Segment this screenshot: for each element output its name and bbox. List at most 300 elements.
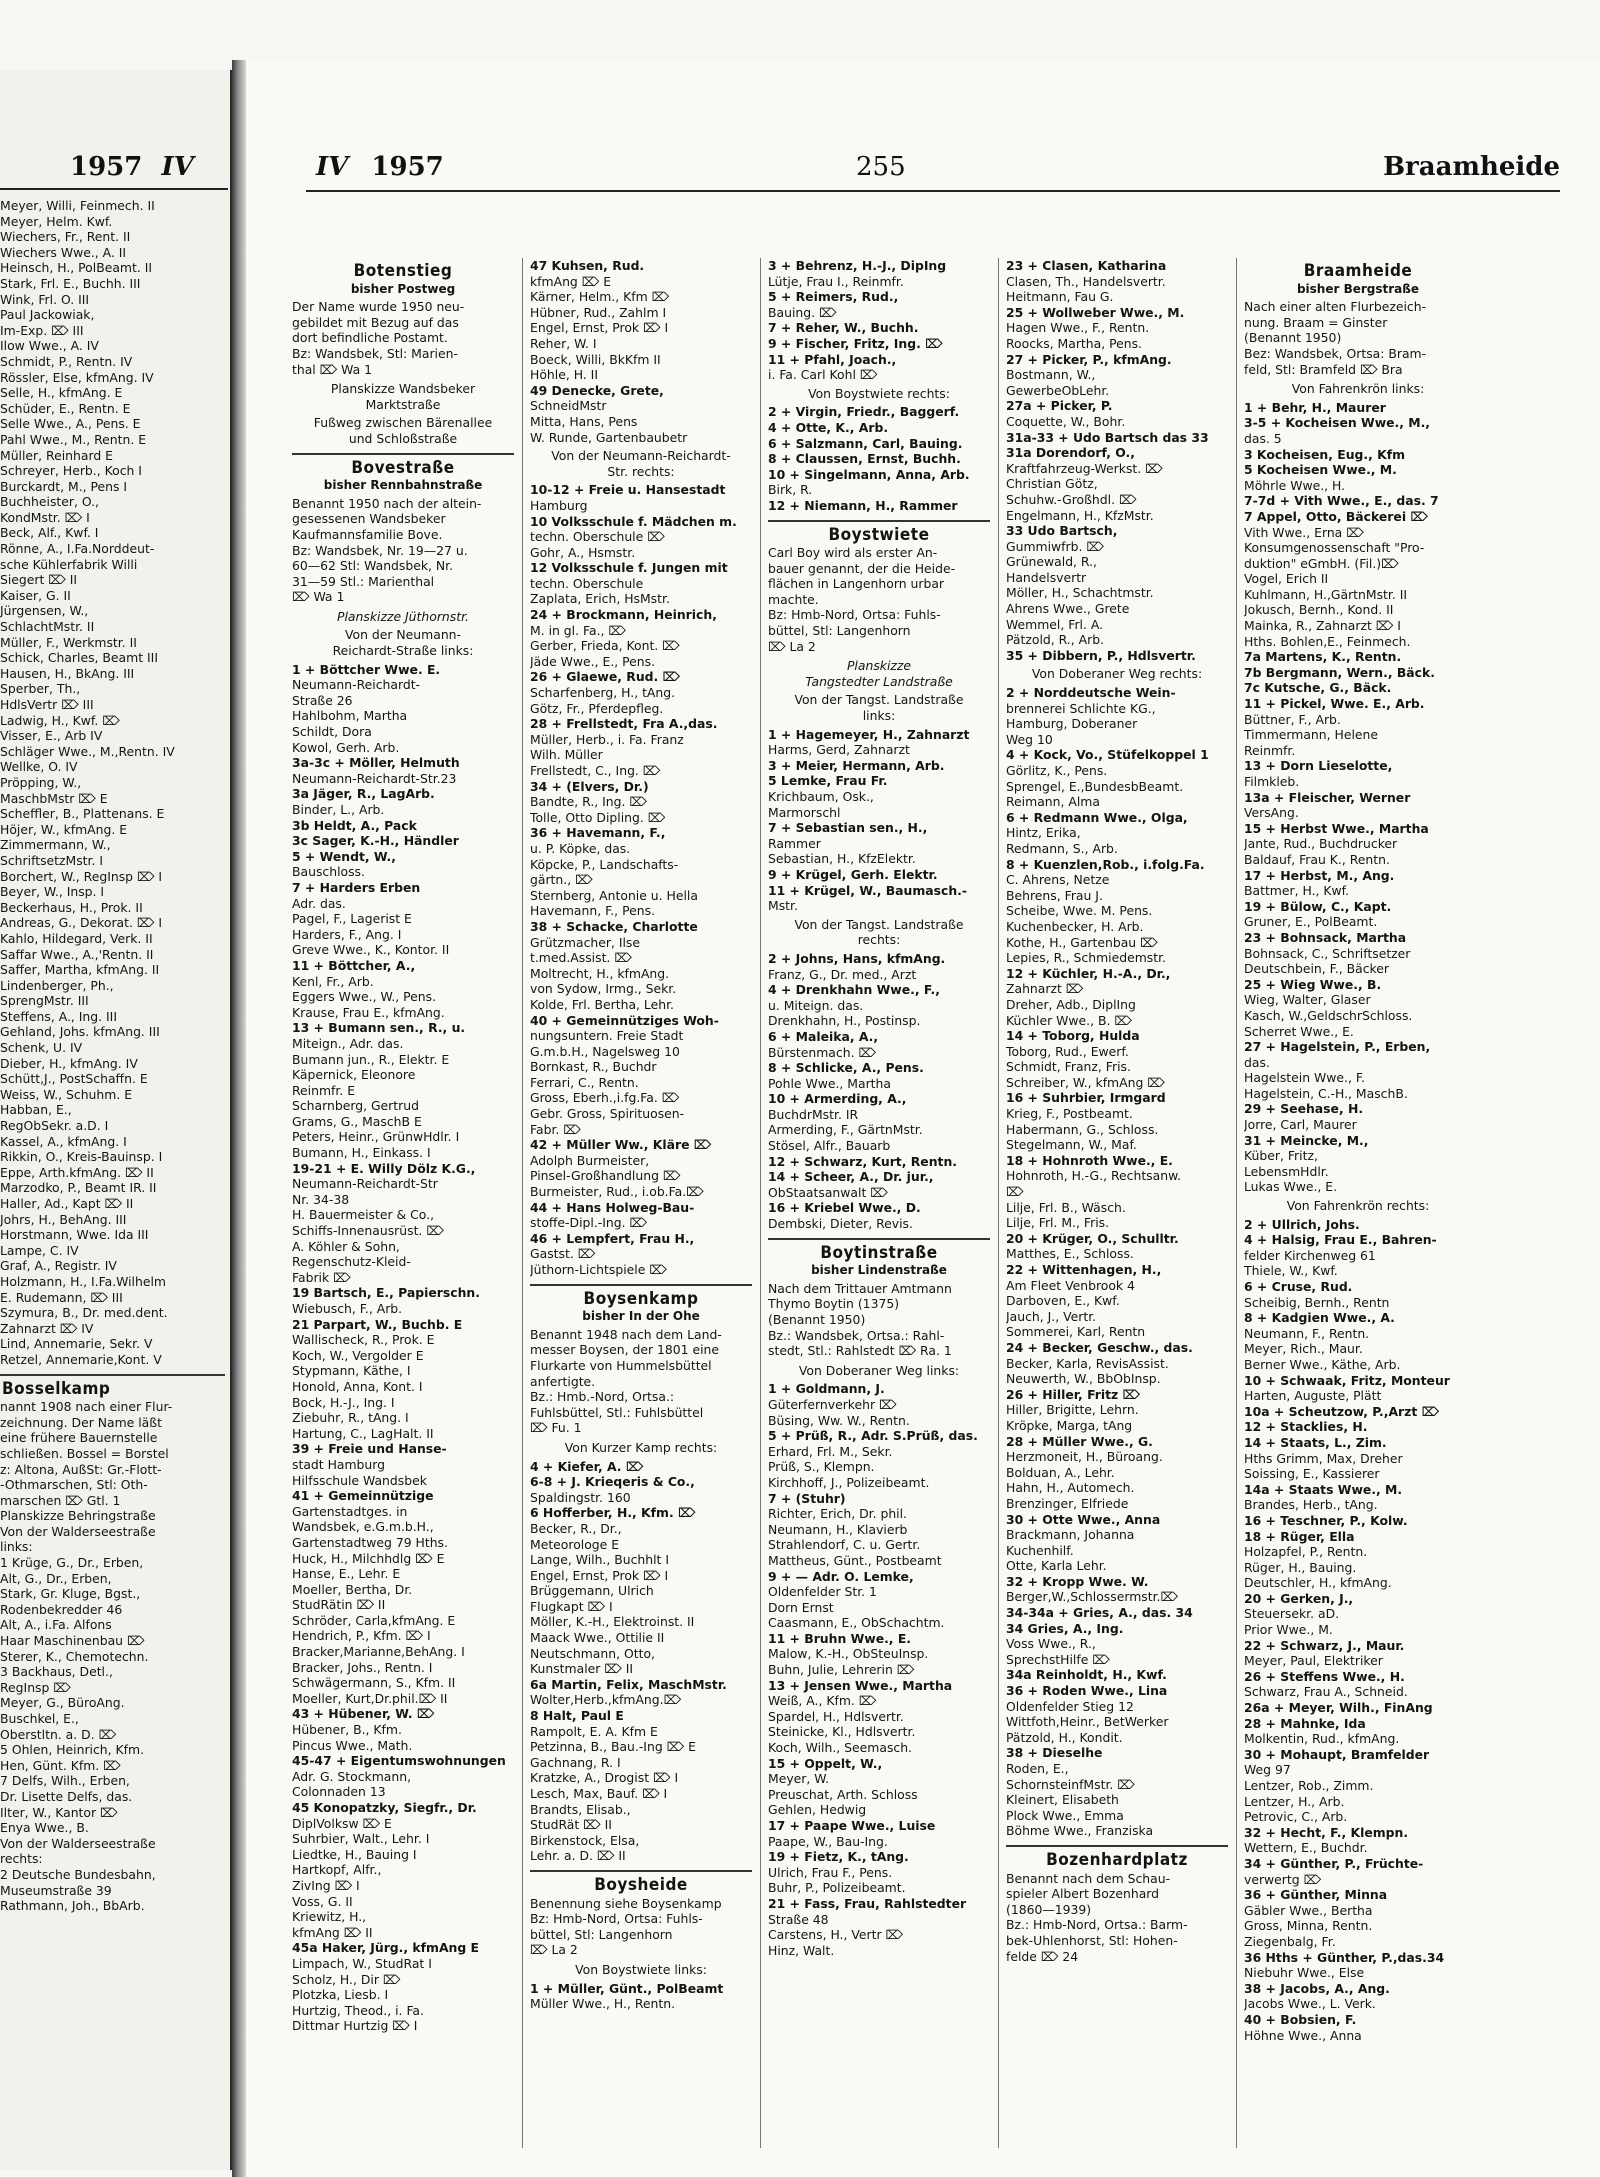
text-line: spieler Albert Bozenhard — [1006, 1886, 1160, 1902]
directory-entry: Burckardt, M., Pens I — [0, 478, 128, 494]
directory-entry: Gartenstadtges. in — [292, 1503, 408, 1519]
street-former-name: bisher Postweg — [350, 281, 456, 296]
directory-entry: KondMstr. ⌦ I — [0, 509, 90, 525]
directory-entry: Andreas, G., Dekorat. ⌦ I — [0, 915, 162, 931]
directory-entry: 28 + Frellstedt, Fra A.,das. — [530, 716, 718, 732]
text-line: felde ⌦ 24 — [1006, 1948, 1079, 1964]
directory-entry: techn. Oberschule ⌦ — [530, 529, 665, 545]
directory-entry: Kuchenhilf. — [1006, 1542, 1074, 1558]
directory-entry: Deutschler, H., kfmAng. — [1244, 1575, 1392, 1591]
directory-entry: Kuchenbecker, H. Arb. — [1006, 918, 1144, 934]
directory-entry: SchriftsetzMstr. I — [0, 852, 104, 868]
text-line: Benannt nach dem Schau- — [1006, 1870, 1171, 1886]
directory-entry: 27a + Picker, P. — [1006, 398, 1113, 414]
directory-entry: Greve Wwe., K., Kontor. II — [292, 942, 450, 958]
directory-entry: Eppe, Arth.kfmAng. ⌦ II — [0, 1164, 154, 1180]
directory-entry: Lampe, C. IV — [0, 1242, 79, 1258]
text-line: Von Fahrenkrön rechts: — [1286, 1198, 1430, 1214]
directory-entry: GewerbeObLehr. — [1006, 382, 1110, 398]
directory-entry: Krieg, F., Postbeamt. — [1006, 1106, 1133, 1122]
directory-entry: 1 + Behr, H., Maurer — [1244, 399, 1386, 415]
directory-entry: Oldenfelder Stieg 12 — [1006, 1698, 1134, 1714]
left-page-header-rule — [0, 188, 228, 190]
directory-entry: 9 + — Adr. O. Lemke, — [768, 1568, 914, 1584]
directory-entry: Lütje, Frau I., Reinmfr. — [768, 273, 904, 289]
directory-entry: Siegert ⌦ II — [0, 572, 78, 588]
directory-entry: 11 + Krügel, W., Baumasch.- — [768, 882, 967, 898]
left-page-entries — [0, 198, 225, 1368]
directory-entry: Schwägermann, S., Kfm. II — [292, 1675, 456, 1691]
directory-entry: 34 + Günther, P., Früchte- — [1244, 1855, 1424, 1871]
directory-entry: kfmAng ⌦ E — [530, 273, 612, 289]
text-line: Planskizze Jüthornstr. — [337, 608, 469, 624]
directory-entry: 8 + Kadgien Wwe., A. — [1244, 1310, 1395, 1326]
directory-entry: Sprengel, E.,BundesbBeamt. — [1006, 778, 1184, 794]
directory-entry: Lindenberger, Ph., — [0, 977, 114, 993]
directory-entry: Küber, Fritz, — [1244, 1148, 1318, 1164]
directory-entry: Kaiser, G. II — [0, 587, 71, 603]
directory-entry: Gerber, Frieda, Kont. ⌦ — [530, 638, 680, 654]
directory-entry: Buschkel, E., — [0, 1711, 79, 1726]
directory-entry: Clasen, Th., Handelsvertr. — [1006, 273, 1166, 289]
directory-entry: Neumann, H., Klavierb — [768, 1521, 908, 1537]
directory-entry: t.med.Assist. ⌦ — [530, 950, 632, 966]
directory-entry: Flugkapt ⌦ I — [530, 1598, 613, 1614]
street-heading: Bozenhardplatz — [1046, 1849, 1188, 1870]
directory-entry: Matthes, E., Schloss. — [1006, 1246, 1134, 1262]
directory-entry: Harms, Gerd, Zahnarzt — [768, 742, 910, 758]
section-heading — [768, 917, 990, 948]
text-line: Bz: Wandsbek, Nr. 19—27 u. — [292, 542, 468, 558]
directory-entry: Plock Wwe., Emma — [1006, 1807, 1124, 1823]
directory-entry: Limpach, W., StudRat I — [292, 1955, 432, 1971]
section-heading — [768, 692, 990, 723]
directory-entry: 14 + Staats, L., Zim. — [1244, 1434, 1387, 1450]
directory-entry: Coquette, W., Bohr. — [1006, 413, 1126, 429]
page-number: 255 — [856, 152, 906, 182]
directory-entry: Wieg, Walter, Glaser — [1244, 992, 1371, 1008]
directory-entry: Harders, F., Ang. I — [292, 926, 402, 942]
directory-entry: Engel, Ernst, Prok ⌦ I — [530, 320, 669, 336]
directory-entry: u. Miteign. das. — [768, 997, 864, 1013]
address-list — [768, 1381, 990, 1958]
directory-entry: Koch, Wilh., Seemasch. — [768, 1740, 912, 1756]
directory-entry: 26a + Meyer, Wilh., FinAng — [1244, 1700, 1433, 1716]
directory-entry: Moeller, Bertha, Dr. — [292, 1581, 413, 1597]
directory-entry: Neumann-Reichardt- — [292, 677, 421, 693]
right-page-volume: IV — [316, 152, 349, 182]
directory-entry: 7 Delfs, Wilh., Erben, — [0, 1773, 130, 1789]
directory-entry: 10 + Armerding, A., — [768, 1091, 907, 1107]
directory-entry: SchneidMstr — [530, 398, 607, 414]
directory-entry: Schildt, Dora — [292, 724, 372, 740]
directory-entry: Mattheus, Günt., Postbeamt — [768, 1552, 942, 1568]
directory-entry: Kärner, Helm., Kfm ⌦ — [530, 289, 670, 305]
address-list — [1006, 685, 1228, 1839]
directory-entry: Buhr, P., Polizeibeamt. — [768, 1880, 906, 1896]
directory-entry: Marzodko, P., Beamt IR. II — [0, 1180, 157, 1196]
directory-entry: Weiss, W., Schuhm. E — [0, 1086, 133, 1102]
text-line: ⌦ Wa 1 — [292, 589, 345, 605]
street-divider — [530, 1284, 752, 1286]
directory-entry: 2 Deutsche Bundesbahn, — [0, 1866, 156, 1882]
directory-entry: Dorn Ernst — [768, 1599, 834, 1615]
directory-entry: Gehlen, Hedwig — [768, 1802, 867, 1818]
directory-entry: Saffer, Martha, kfmAng. II — [0, 962, 160, 978]
directory-entry: 3 Backhaus, Detl., — [0, 1664, 113, 1680]
directory-entry: Dieber, H., kfmAng. IV — [0, 1055, 138, 1071]
directory-entry: Schmidt, Franz, Fris. — [1006, 1059, 1131, 1075]
text-line: Reichardt-Straße links: — [332, 643, 474, 659]
directory-entry: Hen, Günt. Kfm. ⌦ — [0, 1757, 121, 1773]
directory-entry: Pätzold, R., Arb. — [1006, 632, 1104, 648]
directory-entry: 7 Appel, Otto, Bäckerei ⌦ — [1244, 508, 1428, 524]
directory-entry: Meyer, Paul, Elektriker — [1244, 1653, 1383, 1669]
directory-entry: E. Rudemann, ⌦ III — [0, 1289, 123, 1305]
directory-entry: 31 + Meincke, M., — [1244, 1132, 1369, 1148]
directory-entry: Burmeister, Rud., i.ob.Fa.⌦ — [530, 1184, 704, 1200]
address-list — [530, 482, 752, 1277]
directory-entry: Wettern, E., Buchdr. — [1244, 1840, 1368, 1856]
directory-entry: Müller Wwe., H., Rentn. — [530, 1996, 676, 2012]
address-list — [768, 951, 990, 1232]
directory-entry: Vith Wwe., Erna ⌦ — [1244, 524, 1364, 540]
directory-entry: Selle Wwe., A., Pens. E — [0, 416, 141, 432]
directory-entry: StudRätin ⌦ II — [292, 1597, 386, 1613]
directory-entry: Kenl, Fr., Arb. — [292, 973, 374, 989]
street-description — [530, 1896, 752, 1958]
directory-entry: W. Runde, Gartenbaubetr — [530, 429, 688, 445]
text-line: 60—62 Stl: Wandsbek, Nr. — [292, 558, 454, 574]
directory-entry: Paape, W., Bau-Ing. — [768, 1833, 888, 1849]
directory-entry: 13 + Bumann sen., R., u. — [292, 1020, 466, 1036]
directory-entry: Wolter,Herb.,kfmAng.⌦ — [530, 1692, 682, 1708]
directory-entry: 41 + Gemeinnützige — [292, 1488, 434, 1504]
directory-entry: 36 + Roden Wwe., Lina — [1006, 1683, 1168, 1699]
directory-entry: 13 + Jensen Wwe., Martha — [768, 1677, 953, 1693]
directory-entry: Johrs, H., BehAng. III — [0, 1211, 127, 1227]
directory-entry: Heitmann, Fau G. — [1006, 289, 1114, 305]
directory-entry: Malow, K.-H., ObSteuInsp. — [768, 1646, 929, 1662]
directory-entry: Kolde, Frl. Bertha, Lehr. — [530, 996, 674, 1012]
directory-entry: Meyer, Helm. Kwf. — [0, 213, 113, 229]
directory-entry: DiplVolksw ⌦ E — [292, 1815, 392, 1831]
left-page-column — [0, 198, 225, 1914]
directory-entry: stoffe-Dipl.-Ing. ⌦ — [530, 1215, 647, 1231]
directory-entry: Museumstraße 39 — [0, 1882, 112, 1898]
directory-entry: 4 + Kiefer, A. ⌦ — [530, 1458, 644, 1474]
directory-entry: 7 + Harders Erben — [292, 879, 421, 895]
text-line: 31—59 Stl.: Marienthal — [292, 573, 435, 589]
column-divider-3 — [998, 258, 999, 2148]
directory-entry: Schreiber, W., kfmAng ⌦ — [1006, 1074, 1165, 1090]
directory-entry: Bumann, H., Einkass. I — [292, 1145, 431, 1161]
directory-entry: Pohle Wwe., Martha — [768, 1075, 891, 1091]
directory-entry: StudRät ⌦ II — [530, 1817, 612, 1833]
directory-entry: Meteorologe E — [530, 1536, 620, 1552]
directory-entry: 45-47 + Eigentumswohnungen — [292, 1753, 506, 1769]
street-heading: Braamheide — [1303, 261, 1413, 281]
section-heading — [1244, 1198, 1472, 1214]
directory-entry: Kassel, A., kfmAng. I — [0, 1133, 127, 1149]
directory-entry: Becker, R., Dr., — [530, 1520, 622, 1536]
directory-entry: Bumann jun., R., Elektr. E — [292, 1051, 450, 1067]
directory-entry: 3 + Meier, Hermann, Arb. — [768, 757, 945, 773]
directory-entry: 1 + Hagemeyer, H., Zahnarzt — [768, 726, 970, 742]
directory-entry: Graf, A., Registr. IV — [0, 1258, 117, 1274]
directory-entry: Planskizze Behringstraße — [0, 1508, 156, 1524]
directory-entry: 3a-3c + Möller, Helmuth — [292, 755, 460, 771]
directory-entry: 36 Hths + Günther, P.,das.34 — [1244, 1949, 1445, 1965]
directory-entry: brennerei Schlichte KG., — [1006, 700, 1156, 716]
directory-entry: 10 + Singelmann, Anna, Arb. — [768, 466, 970, 482]
text-line: Fuhlsbüttel, Stl.: Fuhlsbüttel — [530, 1404, 704, 1420]
directory-entry: Neumann, F., Rentn. — [1244, 1325, 1370, 1341]
directory-entry: Habban, E., — [0, 1102, 72, 1118]
directory-entry: rechts: — [0, 1851, 43, 1867]
section-heading — [768, 658, 990, 689]
directory-entry: Stark, Gr. Kluge, Bgst., — [0, 1586, 141, 1602]
directory-entry: Birkenstock, Elsa, — [530, 1832, 640, 1848]
directory-entry: 13 + Dorn Lieselotte, — [1244, 758, 1393, 774]
directory-entry: Hurtzig, Theod., i. Fa. — [292, 2002, 424, 2018]
directory-entry: 6 + Maleika, A., — [768, 1028, 879, 1044]
directory-entry: Schüder, E., Rentn. E — [0, 400, 131, 416]
directory-entry: 38 + Dieselhe — [1006, 1745, 1103, 1761]
directory-entry: Petzinna, B., Bau.-Ing ⌦ E — [530, 1739, 696, 1755]
directory-entry: Ahrens Wwe., Grete — [1006, 601, 1130, 617]
directory-entry: 2 + Norddeutsche Wein- — [1006, 685, 1176, 701]
directory-entry: Jauch, J., Vertr. — [1006, 1308, 1097, 1324]
text-line: Marktstraße — [365, 396, 441, 412]
directory-entry: Hanse, E., Lehr. E — [292, 1566, 401, 1582]
directory-entry: Suhrbier, Walt., Lehr. I — [292, 1831, 430, 1847]
directory-entry: 21 Parpart, W., Buchb. E — [292, 1316, 463, 1332]
street-divider — [768, 1238, 990, 1240]
directory-entry: Redmann, S., Arb. — [1006, 840, 1118, 856]
directory-entry: LebensmHdlr. — [1244, 1163, 1329, 1179]
directory-entry: 7 + (Stuhr) — [768, 1490, 846, 1506]
directory-entry: Engel, Ernst, Prok ⌦ I — [530, 1567, 669, 1583]
directory-entry: Stark, Frl. E., Buchh. III — [0, 275, 141, 291]
directory-entry: Soissing, E., Kassierer — [1244, 1466, 1380, 1482]
directory-entry: Ulrich, Frau F., Pens. — [768, 1864, 893, 1880]
directory-entry: schließen. Bossel = Borstel — [0, 1445, 169, 1461]
directory-entry: RegInsp ⌦ — [0, 1679, 71, 1695]
directory-entry: Gebr. Gross, Spirituosen- — [530, 1106, 685, 1122]
left-page-divider — [0, 1374, 225, 1376]
directory-entry: Neumann-Reichardt-Str — [292, 1176, 438, 1192]
text-line: Von Doberaner Weg rechts: — [1031, 666, 1203, 682]
directory-entry: 8 + Schlicke, A., Pens. — [768, 1060, 924, 1076]
directory-entry: Kraftfahrzeug-Werkst. ⌦ — [1006, 460, 1163, 476]
directory-entry: 14 + Toborg, Hulda — [1006, 1028, 1140, 1044]
directory-entry: Brüggemann, Ulrich — [530, 1583, 654, 1599]
directory-entry: Preuschat, Arth. Schloss — [768, 1786, 918, 1802]
directory-entry: 10 Volksschule f. Mädchen m. — [530, 513, 737, 529]
directory-entry: Spaldingstr. 160 — [530, 1489, 631, 1505]
directory-entry: nannt 1908 nach einer Flur- — [0, 1399, 173, 1415]
directory-entry: 36 + Havemann, F., — [530, 825, 666, 841]
directory-entry: Höhne Wwe., Anna — [1244, 2027, 1362, 2043]
directory-entry: 7 + Sebastian sen., H., — [768, 820, 928, 836]
directory-entry: Von der Walderseestraße — [0, 1523, 156, 1539]
right-page-year: 1957 — [371, 152, 444, 182]
directory-entry: Müller, F., Werkmstr. II — [0, 634, 137, 650]
directory-entry: Caasmann, E., ObSchachtm. — [768, 1615, 945, 1631]
address-list — [768, 727, 990, 914]
text-line: Planskizze — [846, 658, 912, 674]
directory-entry: 28 + Mahnke, Ida — [1244, 1715, 1366, 1731]
directory-entry: Christian Götz, — [1006, 476, 1098, 492]
directory-entry: Hartkopf, Alfr., — [292, 1862, 382, 1878]
directory-entry: Baldauf, Frau K., Rentn. — [1244, 851, 1390, 867]
directory-column-4 — [1006, 258, 1228, 2148]
text-line: Tangstedter Landstraße — [805, 673, 953, 689]
directory-entry: Gross, Eberh.,i.fg.Fa. ⌦ — [530, 1090, 680, 1106]
directory-entry: Jürgensen, W., — [0, 603, 89, 619]
directory-entry: Weg 97 — [1244, 1762, 1291, 1778]
right-page-header-rule — [306, 190, 1560, 192]
directory-entry: Kirchhoff, J., Polizeibeamt. — [768, 1474, 930, 1490]
street-divider — [530, 1870, 752, 1872]
directory-entry: sche Kühlerfabrik Willi — [0, 556, 138, 572]
directory-entry: Brackmann, Johanna — [1006, 1527, 1135, 1543]
directory-entry: Rampolt, E. A. Kfm E — [530, 1723, 658, 1739]
directory-entry: H. Bauermeister & Co., — [292, 1207, 435, 1223]
directory-entry: 11 + Böttcher, A., — [292, 957, 416, 973]
directory-entry: Zimmermann, W., — [0, 837, 111, 853]
directory-entry: Boeck, Willi, BkKfm II — [530, 351, 661, 367]
directory-entry: 6 Hofferber, H., Kfm. ⌦ — [530, 1505, 696, 1521]
directory-entry: Adr. das. — [292, 895, 346, 911]
directory-entry: 47 Kuhsen, Rud. — [530, 258, 645, 273]
directory-entry: Handelsvertr — [1006, 569, 1087, 585]
text-line: Von der Neumann- — [345, 627, 461, 643]
directory-entry: Jorre, Carl, Maurer — [1244, 1117, 1357, 1133]
directory-entry: Carstens, H., Vertr ⌦ — [768, 1927, 904, 1943]
directory-entry: 14a + Staats Wwe., M. — [1244, 1481, 1403, 1497]
text-line: Der Name wurde 1950 neu- — [292, 299, 465, 315]
directory-entry: 10-12 + Freie u. Hansestadt — [530, 482, 726, 498]
directory-entry: Vogel, Erich II — [1244, 571, 1329, 587]
directory-entry: Battmer, H., Kwf. — [1244, 883, 1350, 899]
directory-entry: Prüß, S., Klempn. — [768, 1459, 875, 1475]
directory-entry: Saffar Wwe., A.,'Rentn. II — [0, 946, 154, 962]
directory-entry: Havemann, F., Pens. — [530, 903, 655, 919]
text-line: Thymo Boytin (1375) — [768, 1296, 900, 1312]
directory-entry: Lentzer, Rob., Zimm. — [1244, 1778, 1374, 1793]
directory-entry: SchlachtMstr. II — [0, 619, 95, 635]
directory-entry: Dembski, Dieter, Revis. — [768, 1216, 913, 1232]
directory-entry: Pahl Wwe., M., Rentn. E — [0, 431, 147, 447]
directory-entry: Görlitz, K., Pens. — [1006, 763, 1108, 778]
directory-entry: Pinsel-Großhandlung ⌦ — [530, 1168, 681, 1184]
directory-entry: 15 + Oppelt, W., — [768, 1755, 883, 1771]
text-line: links: — [862, 708, 896, 724]
directory-entry: 28 + Müller Wwe., G. — [1006, 1433, 1153, 1449]
directory-entry: Rammer — [768, 835, 821, 851]
directory-entry: Buhn, Julie, Lehrerin ⌦ — [768, 1662, 915, 1678]
directory-entry: Grünewald, R., — [1006, 554, 1097, 570]
directory-column-2 — [530, 258, 752, 2148]
directory-entry: Plotzka, Liesb. I — [292, 1987, 389, 2003]
directory-entry: Bracker,Marianne,BehAng. I — [292, 1644, 465, 1660]
directory-entry: Kahlo, Hildegard, Verk. II — [0, 930, 153, 946]
directory-entry: Lepies, R., Schmiedemstr. — [1006, 950, 1166, 966]
column-divider-2 — [760, 258, 761, 2148]
directory-entry: 39 + Freie und Hanse- — [292, 1441, 447, 1457]
section-heading — [530, 448, 752, 479]
directory-entry: Paul Jackowiak, — [0, 307, 95, 323]
directory-entry: A. Köhler & Sohn, — [292, 1238, 400, 1254]
directory-entry: Frellstedt, C., Ing. ⌦ — [530, 763, 661, 778]
directory-entry: Maack Wwe., Ottilie II — [530, 1630, 665, 1646]
directory-entry: Bracker, Johs., Rentn. I — [292, 1659, 433, 1675]
directory-entry: Weg 10 — [1006, 731, 1053, 747]
directory-entry: 3a Jäger, R., LagArb. — [292, 786, 435, 802]
directory-entry: ZivIng ⌦ I — [292, 1877, 360, 1893]
directory-entry: Hamburg, Doberaner — [1006, 716, 1138, 732]
directory-entry: stadt Hamburg — [292, 1456, 386, 1472]
directory-entry: 30 + Otte Wwe., Anna — [1006, 1511, 1161, 1527]
directory-entry: Steinicke, Kl., Hdlsvertr. — [768, 1724, 916, 1740]
directory-entry: Lange, Wilh., Buchhlt I — [530, 1552, 670, 1568]
directory-entry: 46 + Lempfert, Frau H., — [530, 1230, 695, 1246]
section-heading — [292, 381, 514, 412]
street-former-name: bisher Bergstraße — [1296, 281, 1420, 296]
directory-entry: Haar Maschinenbau ⌦ — [0, 1633, 145, 1649]
directory-entry: Tolle, Otto Dipling. ⌦ — [530, 809, 666, 825]
directory-entry: Hartung, C., LagHalt. II — [292, 1425, 434, 1441]
directory-entry: Schütt,J., PostSchaffn. E — [0, 1071, 148, 1087]
directory-entry: Steffens, A., Ing. III — [0, 1008, 117, 1024]
text-line: ⌦ La 2 — [768, 638, 816, 654]
text-line: Von Boystwiete rechts: — [808, 385, 950, 401]
text-line: gebildet mit Bezug auf das — [292, 314, 459, 330]
text-line: ⌦ La 2 — [530, 1942, 578, 1958]
text-line: feld, Stl: Bramfeld ⌦ Bra — [1244, 361, 1403, 377]
directory-entry: Straße 26 — [292, 692, 353, 708]
directory-entry: SchornsteinfMstr. ⌦ — [1006, 1776, 1135, 1792]
text-line: Bez: Wandsbek, Ortsa: Bram- — [1244, 345, 1427, 361]
text-line: büttel, Stl: Langenhorn — [768, 623, 911, 639]
right-page-running-head-left — [316, 152, 444, 182]
directory-entry: 2 + Johns, Hans, kfmAng. — [768, 950, 946, 966]
left-page-bosselkamp-entries — [0, 1399, 225, 1914]
directory-entry: Schreyer, Herb., Koch I — [0, 463, 142, 479]
text-line: ⌦ Fu. 1 — [530, 1420, 582, 1436]
directory-entry: 32 + Kropp Wwe. W. — [1006, 1573, 1149, 1589]
directory-entry: 38 + Jacobs, A., Ang. — [1244, 1980, 1390, 1996]
directory-entry: Retzel, Annemarie,Kont. V — [0, 1351, 162, 1367]
directory-entry: 24 + Becker, Geschw., das. — [1006, 1339, 1193, 1355]
directory-entry: 34a Reinholdt, H., Kwf. — [1006, 1667, 1167, 1683]
directory-entry: Adr. G. Stockmann, — [292, 1768, 412, 1784]
directory-entry: Meyer, Rich., Maur. — [1244, 1341, 1363, 1357]
text-line: nung. Braam = Ginster — [1244, 314, 1388, 330]
directory-entry: 34 + (Elvers, Dr.) — [530, 778, 649, 794]
directory-entry: Hübener, B., Kfm. — [292, 1722, 402, 1738]
directory-entry: Bornkast, R., Buchdr — [530, 1059, 657, 1075]
directory-entry: Höhle, H. II — [530, 367, 598, 383]
directory-entry: Hohnroth, H.-G., Rechtsanw. — [1006, 1168, 1182, 1184]
directory-entry: Meyer, W. — [768, 1771, 830, 1787]
directory-entry: Richter, Erich, Dr. phil. — [768, 1506, 907, 1522]
directory-entry: Jokusch, Bernh., Kond. II — [1244, 602, 1394, 618]
directory-entry: 16 + Kriebel Wwe., D. — [768, 1200, 921, 1216]
directory-entry: 4 + Kock, Vo., Stüfelkoppel 1 — [1006, 747, 1209, 763]
